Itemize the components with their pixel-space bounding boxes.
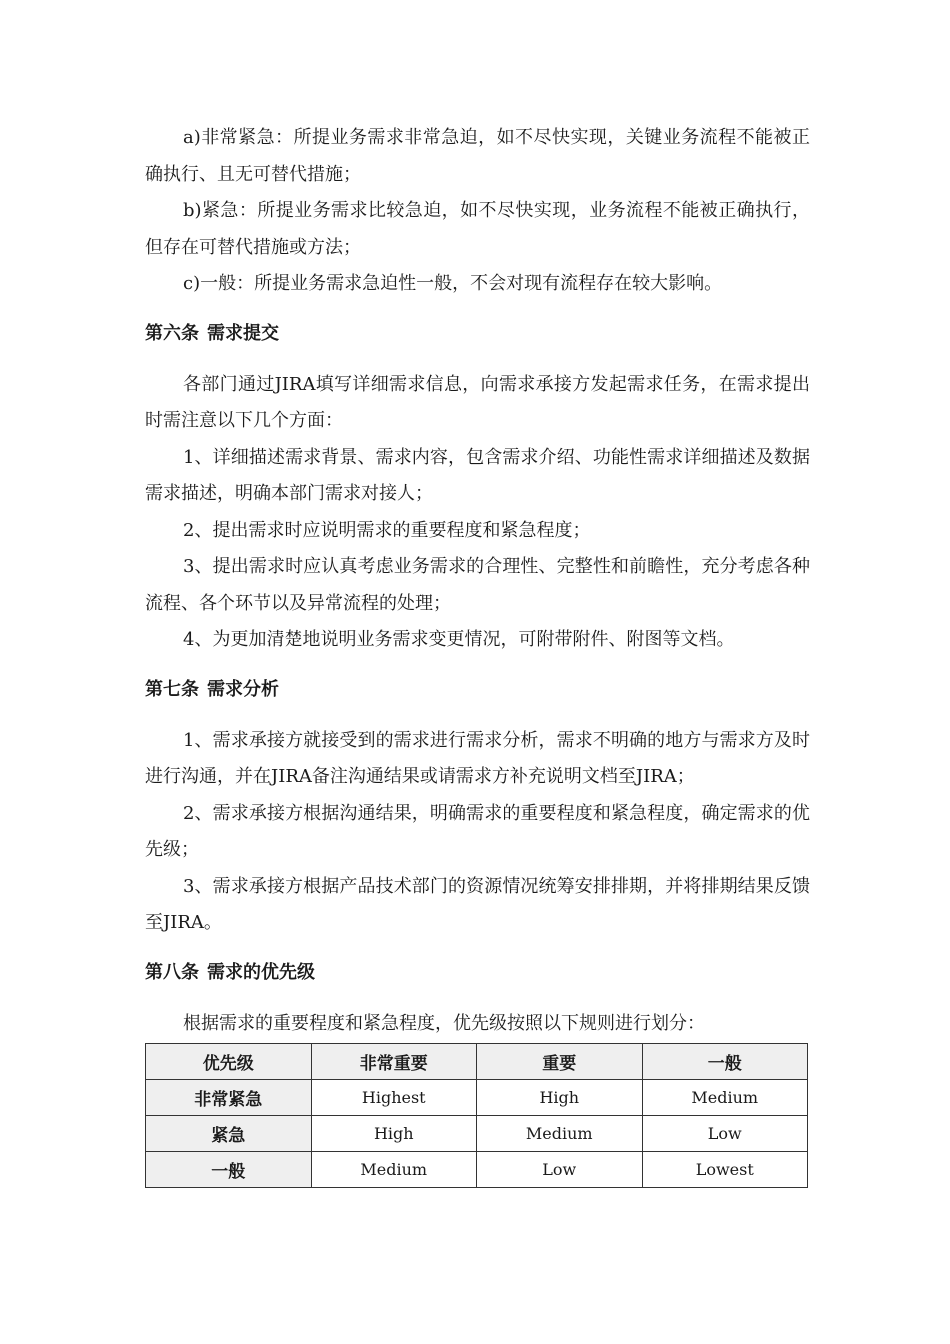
table-row-label: 紧急 xyxy=(146,1116,312,1152)
paragraph-urgent: b)紧急：所提业务需求比较急迫，如不尽快实现，业务流程不能被正确执行，但存在可替代措施或方法； xyxy=(145,200,810,258)
section-6-paragraph: 各部门通过JIRA填写详细需求信息，向需求承接方发起需求任务，在需求提出时需注意以下几个方面： xyxy=(145,373,810,431)
section-7-item-1: 1、需求承接方就接受到的需求进行需求分析，需求不明确的地方与需求方及时进行沟通，并在JIRA备注沟通结果或请需求方补充说明文档至JIRA； xyxy=(145,729,810,787)
section-6-item-3: 3、提出需求时应认真考虑业务需求的合理性、完整性和前瞻性，充分考虑各种流程、各个环节以及异常流程的处理； xyxy=(145,556,810,614)
priority-table-wrapper xyxy=(145,1043,810,1188)
table-row xyxy=(146,1080,808,1116)
table-row xyxy=(146,1152,808,1188)
table-cell: Lowest xyxy=(642,1152,808,1188)
section-7-item-3: 3、需求承接方根据产品技术部门的资源情况统筹安排排期，并将排期结果反馈至JIRA。 xyxy=(145,875,810,933)
table-row-label: 非常紧急 xyxy=(146,1080,312,1116)
section-7-item-2: 2、需求承接方根据沟通结果，明确需求的重要程度和紧急程度，确定需求的优先级； xyxy=(145,802,810,860)
table-row-label: 一般 xyxy=(146,1152,312,1188)
table-cell: Highest xyxy=(311,1080,477,1116)
table-row xyxy=(146,1116,808,1152)
section-8-title: 需求的优先级 xyxy=(207,961,315,983)
table-cell: High xyxy=(477,1080,643,1116)
paragraph-very-urgent: a)非常紧急：所提业务需求非常急迫，如不尽快实现，关键业务流程不能被正确执行、且无可替代措施； xyxy=(145,127,810,185)
paragraph-normal: c)一般：所提业务需求急迫性一般，不会对现有流程存在较大影响。 xyxy=(183,273,723,294)
table-cell: Low xyxy=(642,1116,808,1152)
table-header-cell: 一般 xyxy=(642,1044,808,1080)
table-cell: Medium xyxy=(642,1080,808,1116)
section-8-intro: 根据需求的重要程度和紧急程度，优先级按照以下规则进行划分： xyxy=(183,1012,705,1034)
table-cell: Medium xyxy=(311,1152,477,1188)
section-7-heading xyxy=(145,678,810,702)
section-6-item-2: 2、提出需求时应说明需求的重要程度和紧急程度； xyxy=(183,519,591,541)
table-header-row xyxy=(146,1044,808,1080)
document-body xyxy=(145,120,810,1188)
section-8-number: 第八条 xyxy=(145,961,199,983)
section-7-number: 第七条 xyxy=(145,678,199,700)
section-6-title: 需求提交 xyxy=(207,322,279,344)
section-6-heading xyxy=(145,322,810,346)
table-header-cell: 重要 xyxy=(477,1044,643,1080)
section-7-title: 需求分析 xyxy=(207,678,279,700)
table-cell: Medium xyxy=(477,1116,643,1152)
section-6-item-1: 1、详细描述需求背景、需求内容，包含需求介绍、功能性需求详细描述及数据需求描述，明确本部门需求对接人； xyxy=(145,446,810,504)
table-cell: Low xyxy=(477,1152,643,1188)
section-8-heading xyxy=(145,961,810,985)
table-header-cell: 优先级 xyxy=(146,1044,312,1080)
section-6-item-4: 4、为更加清楚地说明业务需求变更情况，可附带附件、附图等文档。 xyxy=(183,629,735,650)
section-6-number: 第六条 xyxy=(145,322,199,344)
table-header-cell: 非常重要 xyxy=(311,1044,477,1080)
table-cell: High xyxy=(311,1116,477,1152)
priority-table xyxy=(145,1043,808,1188)
